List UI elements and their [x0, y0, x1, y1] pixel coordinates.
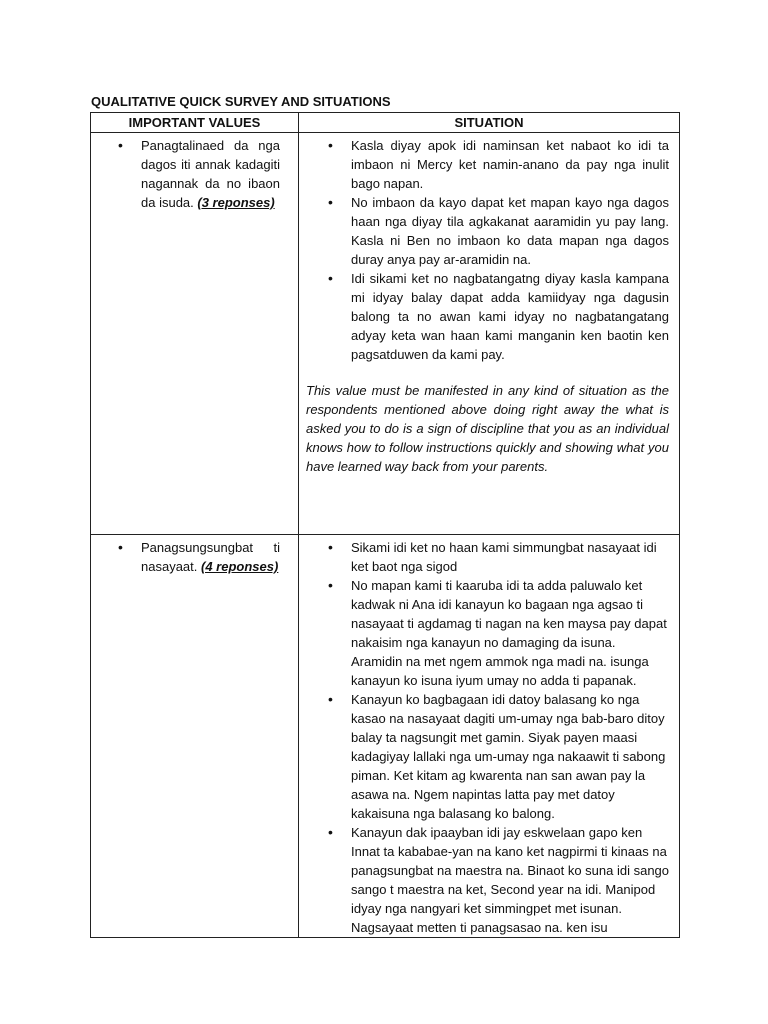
situation-cell [299, 133, 680, 535]
analysis-note: This value must be manifested in any kind of situation as the respondents mentioned above doing right away the what is asked you to do is a sign of discipline that you as an individual knows how to follow instructions quickly and showing what you have learned way back from your parents. [306, 383, 669, 474]
table-row [91, 133, 680, 535]
important-value-cell [91, 535, 299, 938]
table-row [91, 535, 680, 938]
situation-item: • Kanayun dak ipaayban idi jay eskwelaan gapo ken Innat ta kababae-yan na kano ket nagpirmi ti kinaas na panagsungbat na maestra na. Binaot ko suna idi sango sango t maestra na ket, Second year na idi. Manipod idyay nga nangyari ket simmingpet met isunan. Nagsayaat metten ti panagsasao na. ken isu [351, 823, 669, 937]
document-title: QUALITATIVE QUICK SURVEY AND SITUATIONS [91, 94, 391, 109]
header-important-values: IMPORTANT VALUES [91, 113, 299, 133]
survey-table [90, 112, 680, 938]
situation-cell [299, 535, 680, 938]
situation-item: • Idi sikami ket no nagbatangatng diyay kasla kampana mi idyay balay dapat adda kamiidyay nga dagusin balong ta no awan kami idyay no nagbatangatang adyay keta wan haan kami manganin ken baotin ken pagsatduwen da kami pay. [351, 269, 669, 364]
situation-item: • Kasla diyay apok idi naminsan ket nabaot ko idi ta imbaon ni Mercy ket namin-anano da pay nga inulit bago napan. [351, 136, 669, 193]
value-item [141, 538, 280, 576]
table-header-row [91, 113, 680, 133]
response-count: (3 reponses) [197, 195, 275, 210]
situation-item: • Kanayun ko bagbagaan idi datoy balasang ko nga kasao na nasayaat dagiti um-umay nga bab-baro ditoy balay ta nagsungit met gamin. Siyak payen maasi kadagiyay lallaki nga um-umay nga nakaawit ti sabong piman. Ket kitam ag kwarenta nan san awan pay la asawa na. Ngem napintas latta pay met datoy kakaisuna nga balasang ko balong. [351, 690, 669, 823]
important-value-cell [91, 133, 299, 535]
value-item [141, 136, 280, 212]
situation-item: • No imbaon da kayo dapat ket mapan kayo nga dagos haan nga diyay tila agkakanat aaramidin yu pay lang. Kasla ni Ben no imbaon ko data mapan nga dagos duray anya pay ar-aramidin na. [351, 193, 669, 269]
value-text: Panagsungsungbat ti nasayaat. [141, 540, 280, 574]
response-count: (4 reponses) [201, 559, 279, 574]
situation-item: • Sikami idi ket no haan kami simmungbat nasayaat idi ket baot nga sigod [351, 538, 669, 576]
situation-item: • No mapan kami ti kaaruba idi ta adda paluwalo ket kadwak ni Ana idi kanayun ko bagaan nga agsao ti nasayaat ti agdamag ti nagan na ken maysa pay dapat nakaisim nga kanayun no damaging da isuna. Aramidin na met ngem ammok nga madi na. isunga kanayun ko isuna iyum umay no adda ti papanak. [351, 576, 669, 690]
header-situation: SITUATION [299, 113, 680, 133]
value-text: Panagtalinaed da nga dagos iti annak kadagiti nagannak da no ibaon da isuda. [141, 138, 280, 210]
